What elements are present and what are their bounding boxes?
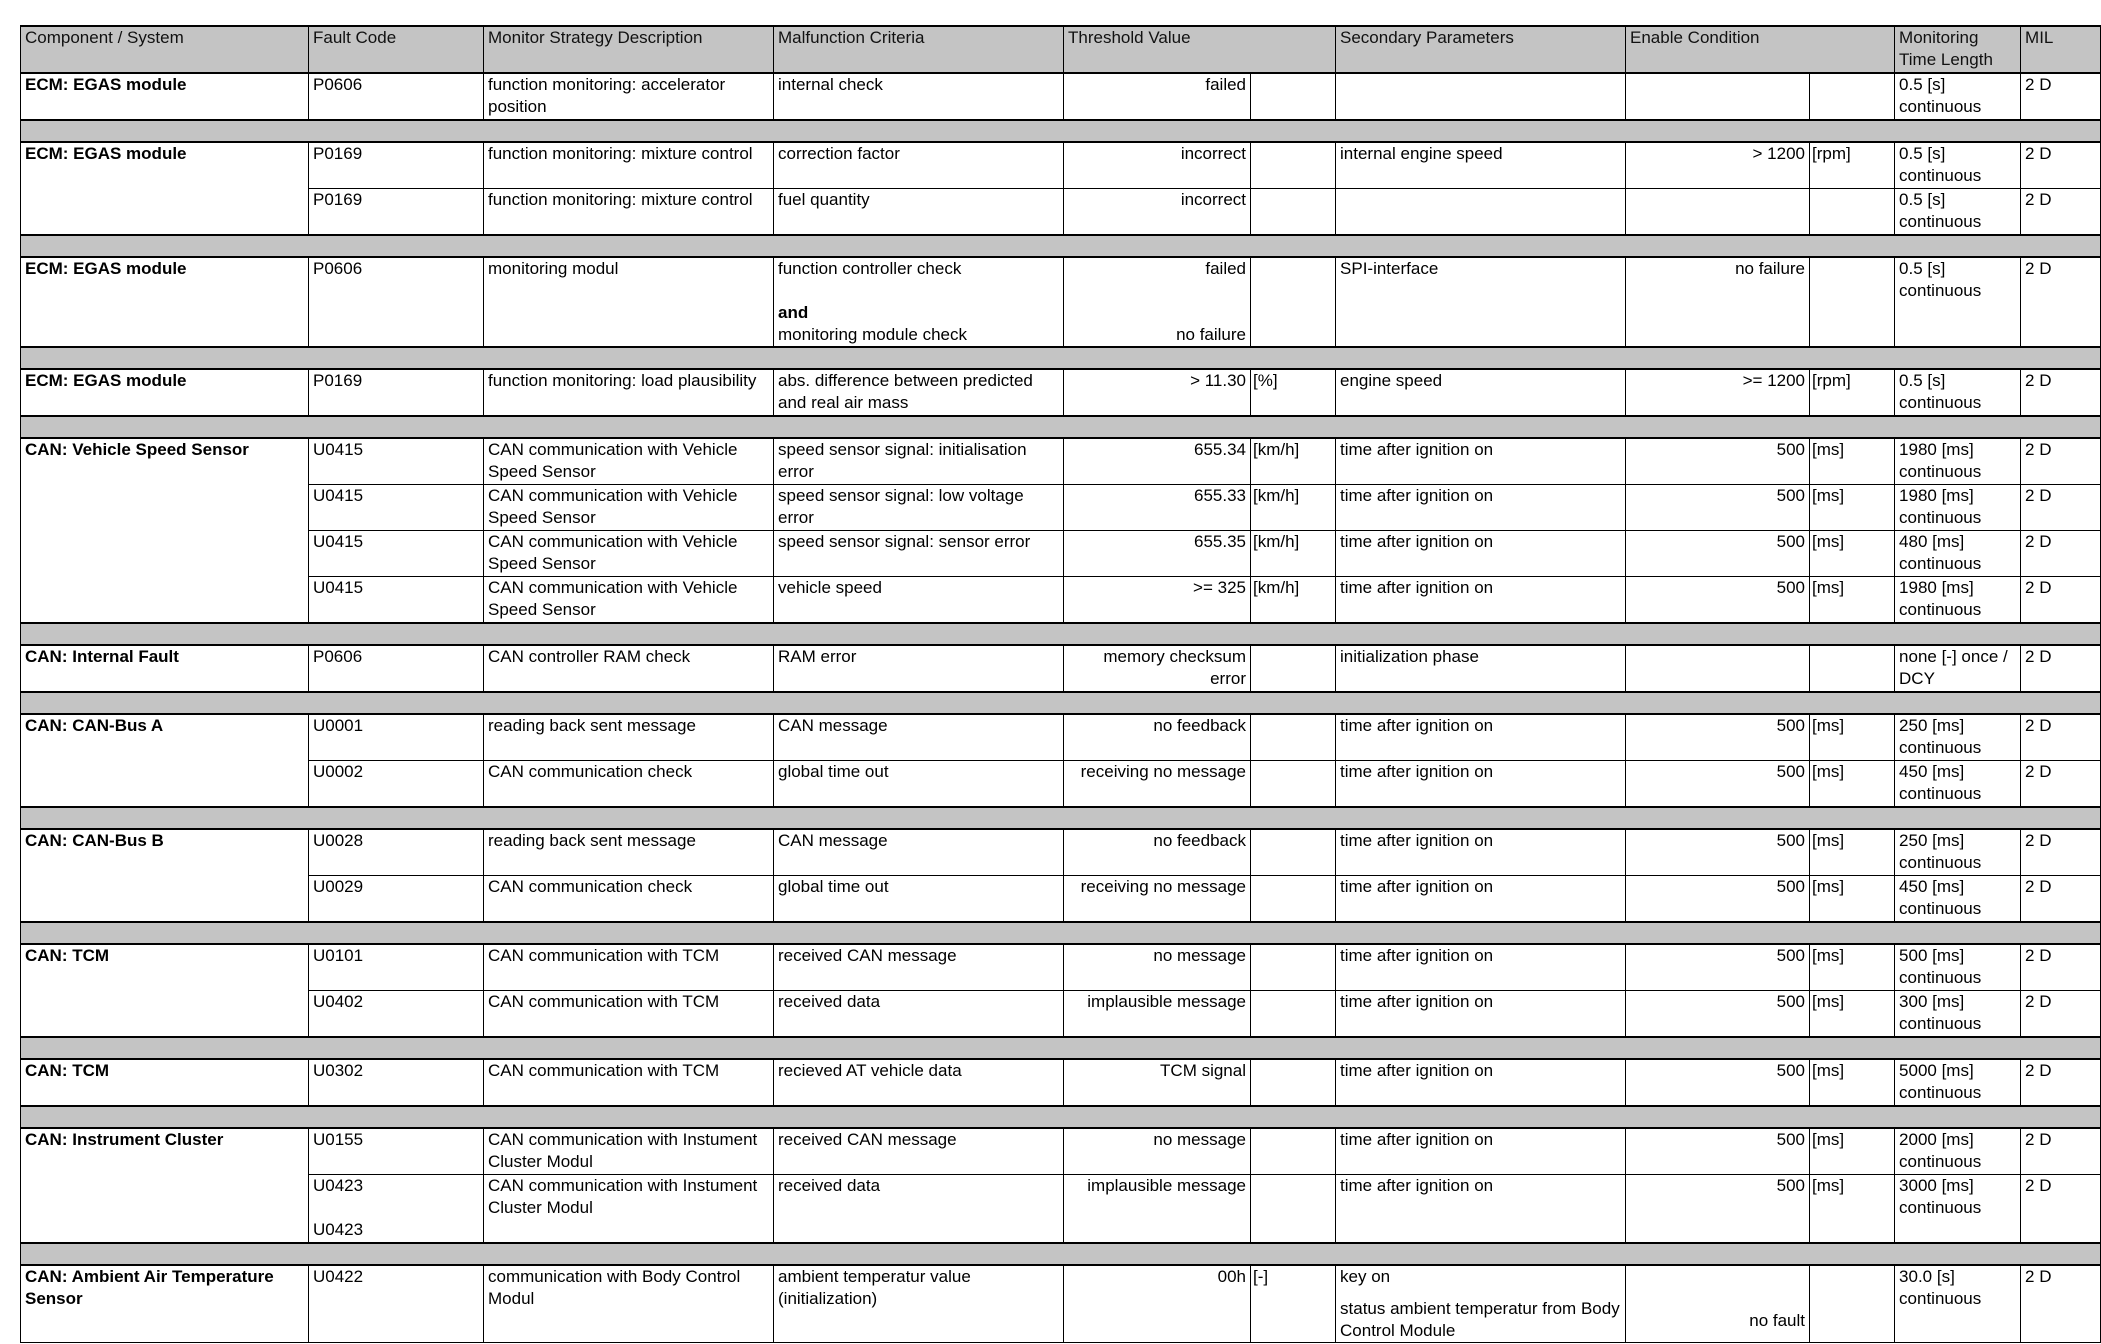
threshold-value: TCM signal [1064, 1059, 1251, 1106]
enable-value: 500 [1626, 485, 1810, 531]
group-separator [21, 120, 2101, 142]
enable-unit: [ms] [1810, 531, 1895, 577]
enable-unit: [ms] [1810, 485, 1895, 531]
secondary-parameter: time after ignition on [1336, 485, 1626, 531]
malfunction-criteria: recieved AT vehicle data [774, 1059, 1064, 1106]
table-row [21, 991, 2101, 1038]
enable-value: 500 [1626, 577, 1810, 624]
component-cell: CAN: TCM [21, 944, 309, 1037]
enable-value: 500 [1626, 944, 1810, 991]
threshold-value: 655.35 [1064, 531, 1251, 577]
monitor-description: CAN communication with Instument Cluster Modul [484, 1175, 774, 1244]
threshold-value: 655.33 [1064, 485, 1251, 531]
monitoring-time: 0.5 [s] continuous [1895, 369, 2021, 416]
header-enable-condition: Enable Condition [1626, 26, 1895, 73]
monitor-description: CAN communication with TCM [484, 944, 774, 991]
secondary-line-2: status ambient temperatur from Body Control Module [1340, 1299, 1620, 1340]
mil-cell: 2 D [2021, 485, 2101, 531]
monitor-description: CAN communication with Vehicle Speed Sensor [484, 531, 774, 577]
table-row [21, 257, 2101, 347]
secondary-parameter: time after ignition on [1336, 577, 1626, 624]
fault-code: U0422 [309, 1265, 484, 1343]
enable-value: 500 [1626, 714, 1810, 761]
secondary-parameter: internal engine speed [1336, 142, 1626, 189]
group-separator [21, 416, 2101, 438]
table-row [21, 369, 2101, 416]
threshold-value-multi [1064, 257, 1251, 347]
secondary-parameter: time after ignition on [1336, 531, 1626, 577]
monitoring-time: 5000 [ms] continuous [1895, 1059, 2021, 1106]
monitoring-time: 1980 [ms] continuous [1895, 485, 2021, 531]
header-fault-code: Fault Code [309, 26, 484, 73]
malfunction-criteria: speed sensor signal: initialisation error [774, 438, 1064, 485]
monitoring-time: 480 [ms] continuous [1895, 531, 2021, 577]
enable-unit: [ms] [1810, 438, 1895, 485]
component-cell: CAN: TCM [21, 1059, 309, 1106]
mil-cell: 2 D [2021, 645, 2101, 692]
mil-cell: 2 D [2021, 761, 2101, 808]
monitor-description: function monitoring: mixture control [484, 189, 774, 236]
table-row [21, 1265, 2101, 1343]
table-row [21, 577, 2101, 624]
group-separator [21, 235, 2101, 257]
enable-unit: [ms] [1810, 944, 1895, 991]
enable-unit: [ms] [1810, 991, 1895, 1038]
threshold-line-1: failed [1205, 259, 1246, 278]
threshold-unit [1251, 73, 1336, 120]
monitoring-time: 450 [ms] continuous [1895, 876, 2021, 923]
monitor-description: reading back sent message [484, 714, 774, 761]
malfunction-criteria-multi [774, 257, 1064, 347]
malfunction-criteria: CAN message [774, 829, 1064, 876]
malfunction-criteria: speed sensor signal: sensor error [774, 531, 1064, 577]
fault-code: U0155 [309, 1128, 484, 1175]
secondary-parameter: time after ignition on [1336, 761, 1626, 808]
enable-unit [1810, 257, 1895, 347]
component-cell: ECM: EGAS module [21, 257, 309, 347]
monitoring-time: 500 [ms] continuous [1895, 944, 2021, 991]
secondary-parameter [1336, 73, 1626, 120]
fault-code: U0101 [309, 944, 484, 991]
table-row [21, 1128, 2101, 1175]
monitor-description: CAN controller RAM check [484, 645, 774, 692]
mil-cell: 2 D [2021, 189, 2101, 236]
malfunction-criteria: fuel quantity [774, 189, 1064, 236]
secondary-parameter: time after ignition on [1336, 714, 1626, 761]
mil-cell: 2 D [2021, 73, 2101, 120]
threshold-value: no message [1064, 1128, 1251, 1175]
mil-cell: 2 D [2021, 829, 2101, 876]
monitoring-time: 300 [ms] continuous [1895, 991, 2021, 1038]
fault-code: U0001 [309, 714, 484, 761]
mil-cell: 2 D [2021, 944, 2101, 991]
threshold-value: failed [1064, 73, 1251, 120]
table-row [21, 189, 2101, 236]
threshold-value: > 11.30 [1064, 369, 1251, 416]
monitoring-time: 250 [ms] continuous [1895, 829, 2021, 876]
enable-unit: [ms] [1810, 761, 1895, 808]
threshold-unit [1251, 257, 1336, 347]
malfunction-criteria: global time out [774, 876, 1064, 923]
group-separator [21, 623, 2101, 645]
secondary-parameter: time after ignition on [1336, 829, 1626, 876]
enable-value [1626, 189, 1810, 236]
threshold-value: no feedback [1064, 714, 1251, 761]
table-row [21, 944, 2101, 991]
group-separator [21, 347, 2101, 369]
malfunction-criteria: ambient temperatur value (initialization) [774, 1265, 1064, 1343]
group-separator [21, 807, 2101, 829]
mil-cell: 2 D [2021, 876, 2101, 923]
enable-unit [1810, 645, 1895, 692]
table-row [21, 438, 2101, 485]
monitor-description: reading back sent message [484, 829, 774, 876]
enable-unit: [ms] [1810, 1128, 1895, 1175]
secondary-parameter: time after ignition on [1336, 438, 1626, 485]
secondary-parameter: time after ignition on [1336, 991, 1626, 1038]
header-component: Component / System [21, 26, 309, 73]
fault-code: P0606 [309, 73, 484, 120]
enable-value: 500 [1626, 829, 1810, 876]
threshold-unit [1251, 645, 1336, 692]
table-row [21, 645, 2101, 692]
fault-code: P0169 [309, 369, 484, 416]
threshold-unit [1251, 876, 1336, 923]
monitoring-time: 1980 [ms] continuous [1895, 438, 2021, 485]
threshold-line-2: no failure [1176, 325, 1246, 344]
secondary-parameter: engine speed [1336, 369, 1626, 416]
threshold-unit: [km/h] [1251, 531, 1336, 577]
threshold-value: 655.34 [1064, 438, 1251, 485]
secondary-parameter-multi [1336, 1265, 1626, 1343]
mil-cell: 2 D [2021, 142, 2101, 189]
monitoring-time: 30.0 [s] continuous [1895, 1265, 2021, 1343]
threshold-unit: [km/h] [1251, 577, 1336, 624]
enable-unit [1810, 73, 1895, 120]
criteria-line-2: monitoring module check [778, 325, 967, 344]
header-mil: MIL [2021, 26, 2101, 73]
table-row [21, 876, 2101, 923]
enable-unit: [ms] [1810, 1059, 1895, 1106]
monitor-description: monitoring modul [484, 257, 774, 347]
malfunction-criteria: CAN message [774, 714, 1064, 761]
fault-code-line-1: U0423 [313, 1176, 364, 1195]
threshold-unit [1251, 761, 1336, 808]
group-separator [21, 692, 2101, 714]
enable-value-multi [1626, 1265, 1810, 1343]
enable-value: 500 [1626, 438, 1810, 485]
header-malfunction-criteria: Malfunction Criteria [774, 26, 1064, 73]
monitor-description: function monitoring: mixture control [484, 142, 774, 189]
monitor-description: CAN communication with Vehicle Speed Sensor [484, 438, 774, 485]
threshold-value: no message [1064, 944, 1251, 991]
fault-code: U0415 [309, 531, 484, 577]
table-row [21, 1059, 2101, 1106]
enable-unit [1810, 1265, 1895, 1343]
enable-value: 500 [1626, 531, 1810, 577]
mil-cell: 2 D [2021, 1128, 2101, 1175]
fault-code: U0002 [309, 761, 484, 808]
threshold-value: implausible message [1064, 991, 1251, 1038]
malfunction-criteria: received data [774, 1175, 1064, 1244]
monitor-description: CAN communication with TCM [484, 991, 774, 1038]
table-row [21, 531, 2101, 577]
header-monitor-strategy: Monitor Strategy Description [484, 26, 774, 73]
threshold-value: 00h [1064, 1265, 1251, 1343]
threshold-value: memory checksum error [1064, 645, 1251, 692]
monitor-description: CAN communication with Instument Cluster Modul [484, 1128, 774, 1175]
table-row [21, 829, 2101, 876]
enable-unit [1810, 189, 1895, 236]
monitoring-time: none [-] once / DCY [1895, 645, 2021, 692]
group-separator [21, 1243, 2101, 1265]
malfunction-criteria: internal check [774, 73, 1064, 120]
malfunction-criteria: correction factor [774, 142, 1064, 189]
header-monitoring-time: Monitoring Time Length [1895, 26, 2021, 73]
monitor-description: function monitoring: accelerator position [484, 73, 774, 120]
fault-code: U0302 [309, 1059, 484, 1106]
fault-code-multi [309, 1175, 484, 1244]
enable-value: 500 [1626, 991, 1810, 1038]
component-cell: CAN: Vehicle Speed Sensor [21, 438, 309, 623]
enable-value [1626, 645, 1810, 692]
threshold-unit: [-] [1251, 1265, 1336, 1343]
fault-code: U0415 [309, 485, 484, 531]
enable-value: 500 [1626, 876, 1810, 923]
header-threshold: Threshold Value [1064, 26, 1336, 73]
threshold-value: >= 325 [1064, 577, 1251, 624]
monitoring-time: 0.5 [s] continuous [1895, 257, 2021, 347]
mil-cell: 2 D [2021, 714, 2101, 761]
threshold-unit [1251, 189, 1336, 236]
enable-value: 500 [1626, 1059, 1810, 1106]
fault-code: P0606 [309, 257, 484, 347]
monitoring-time: 250 [ms] continuous [1895, 714, 2021, 761]
monitoring-time: 2000 [ms] continuous [1895, 1128, 2021, 1175]
malfunction-criteria: received CAN message [774, 1128, 1064, 1175]
fault-code: U0029 [309, 876, 484, 923]
threshold-unit: [km/h] [1251, 438, 1336, 485]
table-row [21, 485, 2101, 531]
fault-code: P0169 [309, 142, 484, 189]
threshold-unit [1251, 991, 1336, 1038]
mil-cell: 2 D [2021, 369, 2101, 416]
secondary-parameter: time after ignition on [1336, 1059, 1626, 1106]
threshold-value: receiving no message [1064, 876, 1251, 923]
fault-code-line-2: U0423 [313, 1220, 364, 1239]
threshold-unit [1251, 944, 1336, 991]
mil-cell: 2 D [2021, 1175, 2101, 1244]
criteria-and: and [778, 303, 809, 322]
table-row [21, 142, 2101, 189]
enable-value: >= 1200 [1626, 369, 1810, 416]
malfunction-criteria: vehicle speed [774, 577, 1064, 624]
group-separator [21, 1106, 2101, 1128]
table-row [21, 73, 2101, 120]
threshold-value: incorrect [1064, 189, 1251, 236]
component-cell: CAN: Instrument Cluster [21, 1128, 309, 1243]
malfunction-criteria: received CAN message [774, 944, 1064, 991]
enable-value: 500 [1626, 1128, 1810, 1175]
component-cell: ECM: EGAS module [21, 369, 309, 416]
enable-value: 500 [1626, 1175, 1810, 1244]
table-header-row [21, 26, 2101, 73]
monitor-description: CAN communication with TCM [484, 1059, 774, 1106]
enable-value [1626, 73, 1810, 120]
threshold-unit [1251, 829, 1336, 876]
malfunction-criteria: global time out [774, 761, 1064, 808]
monitor-description: CAN communication check [484, 761, 774, 808]
enable-line-1: no fault [1749, 1311, 1806, 1330]
monitoring-time: 450 [ms] continuous [1895, 761, 2021, 808]
fault-code: U0402 [309, 991, 484, 1038]
component-cell: CAN: Internal Fault [21, 645, 309, 692]
monitor-description: CAN communication with Vehicle Speed Sensor [484, 485, 774, 531]
threshold-value: incorrect [1064, 142, 1251, 189]
secondary-parameter: time after ignition on [1336, 1128, 1626, 1175]
fault-code: U0415 [309, 577, 484, 624]
monitor-description: CAN communication check [484, 876, 774, 923]
malfunction-criteria: received data [774, 991, 1064, 1038]
enable-value: 500 [1626, 761, 1810, 808]
mil-cell: 2 D [2021, 991, 2101, 1038]
secondary-parameter: time after ignition on [1336, 1175, 1626, 1244]
mil-cell: 2 D [2021, 1265, 2101, 1343]
monitor-description: communication with Body Control Modul [484, 1265, 774, 1343]
fault-code: U0415 [309, 438, 484, 485]
secondary-parameter: SPI-interface [1336, 257, 1626, 347]
component-cell: CAN: Ambient Air Temperature Sensor [21, 1265, 309, 1343]
threshold-unit [1251, 714, 1336, 761]
enable-value: > 1200 [1626, 142, 1810, 189]
monitor-description: function monitoring: load plausibility [484, 369, 774, 416]
monitoring-time: 1980 [ms] continuous [1895, 577, 2021, 624]
enable-unit: [rpm] [1810, 142, 1895, 189]
component-cell: CAN: CAN-Bus A [21, 714, 309, 807]
threshold-unit [1251, 1175, 1336, 1244]
secondary-parameter [1336, 189, 1626, 236]
malfunction-criteria: speed sensor signal: low voltage error [774, 485, 1064, 531]
fault-code: P0169 [309, 189, 484, 236]
component-cell: ECM: EGAS module [21, 73, 309, 120]
monitoring-time: 3000 [ms] continuous [1895, 1175, 2021, 1244]
secondary-parameter: initialization phase [1336, 645, 1626, 692]
component-cell: ECM: EGAS module [21, 142, 309, 235]
fault-code: U0028 [309, 829, 484, 876]
criteria-line-1: function controller check [778, 259, 962, 278]
enable-unit: [ms] [1810, 876, 1895, 923]
monitoring-time: 0.5 [s] continuous [1895, 189, 2021, 236]
threshold-value: implausible message [1064, 1175, 1251, 1244]
component-cell: CAN: CAN-Bus B [21, 829, 309, 922]
obd-monitor-table [20, 25, 2101, 1343]
threshold-unit [1251, 142, 1336, 189]
enable-unit: [rpm] [1810, 369, 1895, 416]
table-row [21, 714, 2101, 761]
threshold-value: receiving no message [1064, 761, 1251, 808]
table-row [21, 761, 2101, 808]
threshold-unit [1251, 1059, 1336, 1106]
group-separator [21, 1037, 2101, 1059]
threshold-unit [1251, 1128, 1336, 1175]
enable-unit: [ms] [1810, 714, 1895, 761]
mil-cell: 2 D [2021, 438, 2101, 485]
enable-unit: [ms] [1810, 1175, 1895, 1244]
malfunction-criteria: RAM error [774, 645, 1064, 692]
secondary-line-1: key on [1340, 1267, 1391, 1286]
group-separator [21, 922, 2101, 944]
monitoring-time: 0.5 [s] continuous [1895, 73, 2021, 120]
threshold-unit: [%] [1251, 369, 1336, 416]
mil-cell: 2 D [2021, 577, 2101, 624]
threshold-value: no feedback [1064, 829, 1251, 876]
malfunction-criteria: abs. difference between predicted and real air mass [774, 369, 1064, 416]
enable-unit: [ms] [1810, 829, 1895, 876]
enable-unit: [ms] [1810, 577, 1895, 624]
fault-code: P0606 [309, 645, 484, 692]
mil-cell: 2 D [2021, 1059, 2101, 1106]
secondary-parameter: time after ignition on [1336, 944, 1626, 991]
secondary-parameter: time after ignition on [1336, 876, 1626, 923]
table-row [21, 1175, 2101, 1244]
mil-cell: 2 D [2021, 257, 2101, 347]
monitoring-time: 0.5 [s] continuous [1895, 142, 2021, 189]
monitor-description: CAN communication with Vehicle Speed Sensor [484, 577, 774, 624]
header-secondary-parameters: Secondary Parameters [1336, 26, 1626, 73]
mil-cell: 2 D [2021, 531, 2101, 577]
threshold-unit: [km/h] [1251, 485, 1336, 531]
enable-value: no failure [1626, 257, 1810, 347]
